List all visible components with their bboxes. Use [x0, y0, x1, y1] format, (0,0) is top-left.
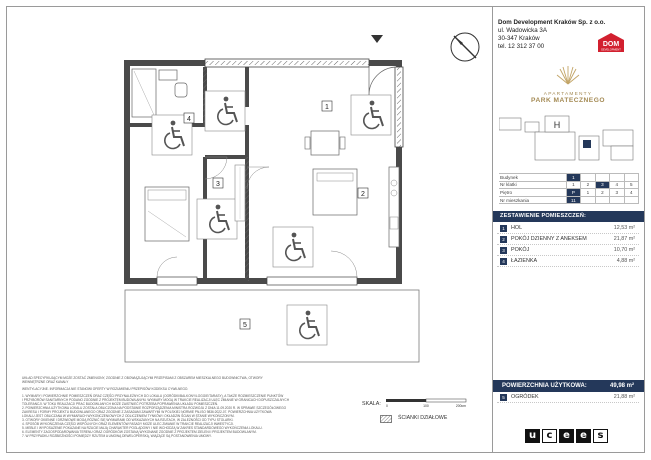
legal-notes: [22, 394, 338, 438]
svg-text:3: 3: [216, 181, 220, 188]
company-city: 30-347 Kraków: [498, 35, 540, 42]
building-minimap: [499, 110, 639, 166]
svg-text:5: 5: [243, 322, 247, 329]
svg-text:H: H: [553, 120, 561, 130]
params-empty-cell: [610, 196, 624, 204]
legal-top-line: UKŁAD SPECYFIKUJĄCYM MOŻE ZOSTAĆ ZMIENIONY, ZGODNIE Z OBOWIĄZUJĄCYMI PRZEPISAMI Z OBSZAREM MIESZKALNEGO BUDOWNICTWA, OTWORY WEWNĘTRZNE ORAZ KANAŁY: [22, 376, 263, 385]
params-cell: 3: [595, 181, 609, 189]
scale-label: SKALA:: [362, 401, 381, 407]
params-empty-cell: [581, 196, 595, 204]
params-cell: 3: [610, 189, 624, 197]
params-label: Nr klatki: [499, 181, 566, 189]
params-empty-cell: [624, 196, 638, 204]
params-cell: 11: [566, 196, 580, 204]
svg-text:DEVELOPMENT: DEVELOPMENT: [601, 48, 621, 52]
ucees-logo: [525, 425, 610, 439]
logo-letter: c: [542, 429, 557, 443]
legal-line: 4. SPOSÓB WYKOŃCZENIA CZĘŚCI WSPÓLNYCH ORAZ ELEMENTÓW FASADY MOŻE ULEC ZMIANIE W TRAKCIE REALIZACJI INWESTYCJI.: [22, 422, 234, 426]
room-area: 4,88 m²: [616, 258, 635, 264]
legal-line: 1. WYMIARY I POWIERZCHNIE POMIESZCZEŃ ORAZ CZĘŚCI PRZYNALEŻNYCH DO LOKALU (OGRÓDKI/BALKONY/LOGGIE/TARASY), A TAKŻE ROZMIESZCZENIE PUNKTÓW: [22, 394, 284, 398]
room-name: POKÓJ: [511, 247, 530, 253]
room-area: 21,87 m²: [613, 236, 635, 242]
location-params-table: [499, 173, 639, 204]
room-area: 12,53 m²: [613, 225, 635, 231]
svg-text:2: 2: [361, 191, 365, 198]
room-label-5: [240, 319, 250, 329]
garden-number: 5: [500, 394, 507, 401]
legal-line: ZAKRESU I FORMY PROJEKTU BUDOWLANEGO ORAZ ZGODNIE Z ZASADAMI ZAWARTYMI W POLSKIEJ NORMIE PN-ISO 9836:2022-07. POWIERZCHNIA UŻYTKOWA: [22, 410, 272, 414]
params-cell: 1: [566, 174, 580, 182]
usable-area-label: POWIERZCHNIA UŻYTKOWA:: [502, 383, 587, 389]
params-cell: 1: [566, 181, 580, 189]
room-number: 2: [500, 236, 507, 243]
legal-line: LOKALU JEST OBLICZANA W WYMIARACH WYKOŃCZENIOWYCH Z ODLICZENIEM TYNKÓW I OKŁADZIN ŚCIAN W STANIE WYKOŃCZONYM.: [22, 414, 235, 418]
room-number: 1: [500, 225, 507, 232]
rooms-header: ZESTAWIENIE POMIESZCZEŃ:: [493, 211, 644, 222]
legal-line: 7. W PRZYPADKU ROZBIEŻNOŚCI POMIĘDZY RZUTEM A UMOWĄ DEWELOPERSKĄ, WIĄŻĄCE SĄ POSTANOWIENIA UMOWY.: [22, 434, 212, 438]
svg-text:0: 0: [386, 404, 388, 407]
params-empty-cell: [595, 174, 609, 182]
room-name: POKÓJ DZIENNY Z ANEKSEM: [511, 236, 587, 242]
params-cell: 4: [610, 181, 624, 189]
room-label-2: [358, 188, 368, 198]
logo-letter: u: [525, 429, 540, 443]
params-cell: 1: [581, 189, 595, 197]
legal-note-top: [22, 373, 282, 395]
logo-letter: s: [593, 429, 608, 443]
room-name: HOL: [511, 225, 523, 231]
hatch-legend-label: ŚCIANKI DZIAŁOWE: [398, 415, 448, 421]
legal-line: 2. POWIERZCHNIA UŻYTKOWA LOKALU ZOSTAŁA OBLICZONA NA PODSTAWIE ROZPORZĄDZENIA MINISTRA ROZWOJU Z DNIA 11.09.2020 R. W SPRAWIE SZCZEGÓŁOWEGO: [22, 406, 287, 410]
company-info: [498, 19, 605, 51]
legal-line: TOLERANCJI. W TOKU REALIZACJI PRAC BUDOWLANYCH MOŻE ZAISTNIEĆ POTRZEBA POPRAWIENIA UKŁADU POMIESZCZEŃ.: [22, 402, 219, 406]
room-label-1: [322, 101, 332, 111]
params-label: Nr mieszkania: [499, 196, 566, 204]
legal-line: I PRZYBORÓW SANITARNYCH PODANO ZGODNIE Z PROJEKTEM BUDOWLANYM. WYMIARY MOGĄ W TRAKCIE REALIZACJI ULEC ZMIANIE W GRANICACH DOPUSZCZALNYCH: [22, 398, 290, 402]
sunburst-logo-icon: [556, 64, 580, 86]
room-name: ŁAZIENKA: [511, 258, 538, 264]
usable-area-bar: [493, 380, 644, 392]
svg-text:1: 1: [325, 104, 329, 111]
logo-letter: e: [559, 429, 574, 443]
params-cell: 2: [581, 181, 595, 189]
dom-development-logo: [595, 32, 627, 53]
svg-text:100: 100: [423, 404, 429, 407]
garden-row: [497, 393, 639, 403]
params-row: [499, 189, 639, 197]
scale-bar: [384, 398, 470, 407]
svg-text:4: 4: [187, 116, 191, 123]
brand-line-2: PARK MATECZNEGO: [531, 97, 605, 104]
company-name: Dom Development Kraków Sp. z o.o.: [498, 19, 606, 26]
params-cell: 4: [624, 189, 638, 197]
floor-plan-drawing: [7, 7, 492, 373]
params-empty-cell: [610, 174, 624, 182]
params-row: [499, 196, 639, 204]
garden-name: OGRÓDEK: [511, 394, 539, 400]
project-brand: [523, 64, 613, 104]
svg-text:DOM: DOM: [602, 41, 620, 48]
params-empty-cell: [624, 174, 638, 182]
params-row: [499, 181, 639, 189]
room-label-3: [213, 178, 223, 188]
legal-top-line: WENTYLACYJNE. INFORMACJA NIE STANOWI OFERTY W ROZUMIENIU PRZEPISÓW KODEKSU CYWILNEGO.: [22, 387, 189, 392]
params-cell: 5: [624, 181, 638, 189]
legal-line: 3. OTWORY OKIENNE I DRZWIOWE MOGĄ RÓŻNIĆ SIĘ WYMIARAMI OD WSKAZANYCH NA RZUTACH, W ZALEŻNOŚCI OD TYPU STOLARKI.: [22, 418, 234, 422]
room-number: 3: [500, 247, 507, 254]
garden-area: [125, 290, 419, 362]
north-arrow-icon: [451, 33, 479, 61]
room-label-4: [184, 113, 194, 123]
params-label: Piętro: [499, 189, 566, 197]
params-cell: 2: [595, 189, 609, 197]
garden-area: 21,88 m²: [613, 394, 635, 400]
logo-letter: e: [576, 429, 591, 443]
room-row: [497, 224, 639, 234]
legal-line: 6. ELEMENTY ZAGOSPODAROWANIA TERENU ORAZ OGRÓDKÓW ZOSTANĄ WYKONANE ZGODNIE Z PROJEKTEM ZIELENI I PROJEKTEM BUDOWLANYM.: [22, 430, 257, 434]
room-row: [497, 235, 639, 245]
legal-line: 5. MEBLE I WYPOSAŻENIE POKAZANE NA RZUCIE MAJĄ CHARAKTER POGLĄDOWY I NIE WCHODZĄ W ZAKRES STANDARDOWEGO WYKOŃCZENIA LOKALU.: [22, 426, 263, 430]
params-empty-cell: [595, 196, 609, 204]
svg-text:200cm: 200cm: [455, 404, 466, 407]
params-row: [499, 174, 639, 182]
company-phone: tel. 12 312 37 00: [498, 43, 545, 50]
info-panel: [492, 7, 644, 452]
usable-area-value: 49,98 m²: [609, 383, 634, 389]
params-label: Budynek: [499, 174, 566, 182]
room-row: [497, 246, 639, 256]
room-area: 10,70 m²: [613, 247, 635, 253]
params-empty-cell: [581, 174, 595, 182]
params-cell: P: [566, 189, 580, 197]
room-number: 4: [500, 258, 507, 265]
brand-line-1: APARTAMENTY: [543, 92, 593, 97]
room-row: [497, 257, 639, 267]
hatch-legend-icon: [380, 415, 392, 423]
company-street: ul. Wadowicka 3A: [498, 27, 547, 34]
